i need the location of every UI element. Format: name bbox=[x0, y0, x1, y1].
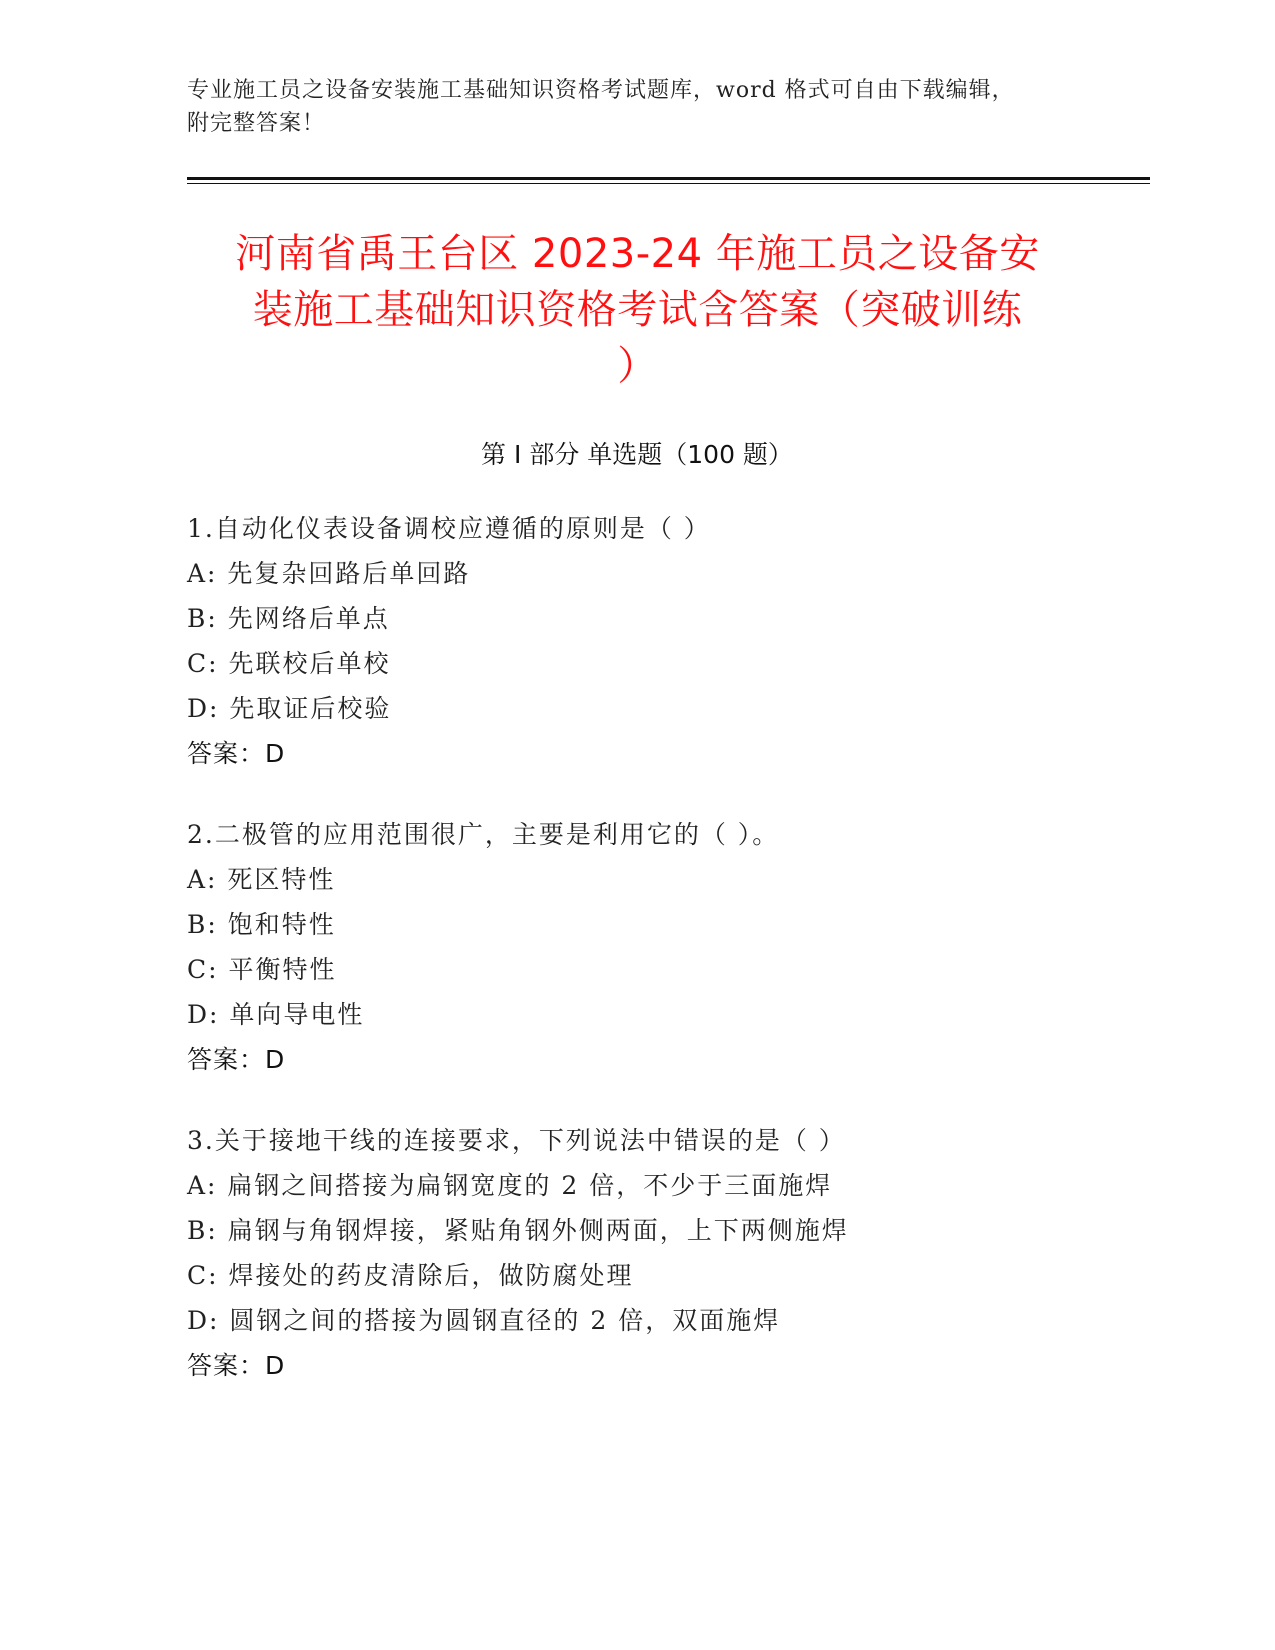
question-stem: 2.二极管的应用范围很广，主要是利用它的（ ）。 bbox=[187, 820, 780, 849]
header-divider-thick bbox=[187, 177, 1150, 180]
option-b: B: 先网络后单点 bbox=[187, 604, 390, 633]
option-d: D: 圆钢之间的搭接为圆钢直径的 2 倍，双面施焊 bbox=[187, 1306, 781, 1335]
option-c: C: 先联校后单校 bbox=[187, 649, 391, 678]
option-a: A: 扁钢之间搭接为扁钢宽度的 2 倍，不少于三面施焊 bbox=[187, 1171, 833, 1200]
header-divider-thin bbox=[187, 183, 1150, 184]
option-d: D: 单向导电性 bbox=[187, 1000, 365, 1029]
title-line-2: 装施工基础知识资格考试含答案（突破训练 bbox=[252, 287, 1023, 333]
header-note-line-2: 附完整答案！ bbox=[187, 111, 326, 136]
question-block bbox=[187, 812, 1107, 1082]
answer-line: 答案：D bbox=[187, 1045, 286, 1074]
title-line-3: ） bbox=[617, 343, 658, 389]
option-d: D: 先取证后校验 bbox=[187, 694, 392, 723]
option-c: C: 平衡特性 bbox=[187, 955, 337, 984]
option-b: B: 扁钢与角钢焊接，紧贴角钢外侧两面，上下两侧施焊 bbox=[187, 1216, 849, 1245]
option-c: C: 焊接处的药皮清除后，做防腐处理 bbox=[187, 1261, 634, 1290]
header-note-line-1: 专业施工员之设备安装施工基础知识资格考试题库，word 格式可自由下载编辑， bbox=[187, 78, 1015, 103]
option-a: A: 先复杂回路后单回路 bbox=[187, 559, 471, 588]
option-b: B: 饱和特性 bbox=[187, 910, 336, 939]
answer-line: 答案：D bbox=[187, 1351, 286, 1380]
document-title bbox=[160, 226, 1115, 394]
question-stem: 1.自动化仪表设备调校应遵循的原则是（ ） bbox=[187, 514, 711, 543]
answer-line: 答案：D bbox=[187, 739, 286, 768]
header-note bbox=[187, 74, 1087, 140]
question-block bbox=[187, 506, 1107, 776]
option-a: A: 死区特性 bbox=[187, 865, 336, 894]
question-block bbox=[187, 1118, 1107, 1388]
section-heading: 第 I 部分 单选题（100 题） bbox=[481, 440, 793, 469]
question-stem: 3.关于接地干线的连接要求，下列说法中错误的是（ ） bbox=[187, 1126, 846, 1155]
title-line-1: 河南省禹王台区 2023-24 年施工员之设备安 bbox=[235, 231, 1040, 277]
